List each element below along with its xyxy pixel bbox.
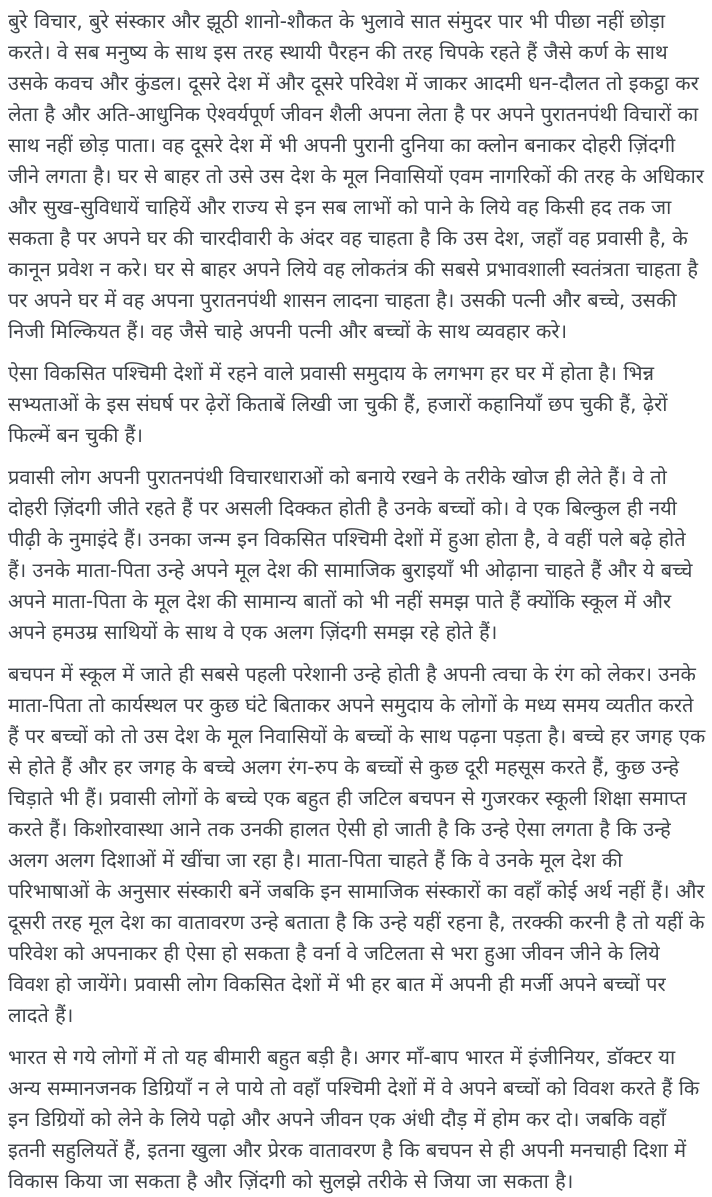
paragraph-2: ऐसा विकसित पश्चिमी देशों में रहने वाले प्रवासी समुदाय के लगभग हर घर में होता है। भिन्न सभ्यताओं के इस संघर्ष पर ढ़ेरों किताबें लिखी जा चुकी हैं, हजारों कहानियाँ छप चुकी हैं, ढ़ेरों फिल्में बन चुकी हैं। [8,361,668,447]
paragraph-3: प्रवासी लोग अपनी पुरातनपंथी विचारधाराओं को बनाये रखने के तरीके खोज ही लेते हैं। वे तो दोहरी ज़िंदगी जीते रहते हैं पर असली दिक्कत होती है उनके बच्चों को। वे एक बिल्कुल ही नयी पीढ़ी के नुमाइंदे हैं। उनका जन्म इन विकसित पश्चिमी देशों में हुआ होता है, वे वहीं पले बढ़े होते हैं। उनके माता-पिता उन्हे अपने मूल देश की सामाजिक बुराइयाँ भी ओढ़ाना चाहते हैं और ये बच्चे अपने माता-पिता के मूल देश की सामान्य बातों को भी नहीं समझ पाते हैं क्योंकि स्कूल में और अपने हमउम्र साथियों के साथ वे एक अलग ज़िंदगी समझ रहे होते हैं। [8,465,693,644]
paragraph-1: बुरे विचार, बुरे संस्कार और झूठी शानो-शौकत के भुलावे सात संमुदर पार भी पीछा नहीं छोड़ा करते। वे सब मनुष्य के साथ इस तरह स्थायी पैरहन की तरह चिपके रहते हैं जैसे कर्ण के साथ उसके कवच और कुंडल। दूसरे देश में और दूसरे परिवेश में जाकर आदमी धन-दौलत तो इकट्ठा कर लेता है और अति-आधुनिक ऐश्वर्यपूर्ण जीवन शैली अपना लेता है पर अपने पुरातनपंथी विचारों का साथ नहीं छोड़ पाता। वह दूसरे देश में भी अपनी पुरानी दुनिया का क्लोन बनाकर दोहरी ज़िंदगी जीने लगता है। घर से बाहर तो उसे उस देश के मूल निवासियों एवम नागरिकों की तरह के अधिकार और सुख-सुविधायें चाहियें और राज्य से इन सब लाभों को पाने के लिये वह किसी हद तक जा सकता है पर अपने घर की चारदीवारी के अंदर वह चाहता है कि उस देश, जहाँ वह प्रवासी है, के कानून प्रवेश न करे। घर से बाहर अपने लिये वह लोकतंत्र की सबसे प्रभावशाली स्वतंत्रता चाहता है पर अपने घर में वह अपना पुरातनपंथी शासन लादना चाहता है। उसकी पत्नी और बच्चे, उसकी निजी मिल्कियत हैं। वह जैसे चाहे अपनी पत्नी और बच्चों के साथ व्यवहार करे। [8,9,704,343]
article-body [8,6,706,1197]
paragraph-4: बचपन में स्कूल में जाते ही सबसे पहली परेशानी उन्हे होती है अपनी त्वचा के रंग को लेकर। उनके माता-पिता तो कार्यस्थल पर कुछ घंटे बिताकर अपने समुदाय के लोगों के मध्य समय व्यतीत करते हैं पर बच्चों को तो उस देश के मूल निवासियों के बच्चों के साथ पढ़ना पड़ता है। बच्चे हर जगह एक से होते हैं और हर जगह के बच्चे अलग रंग-रुप के बच्चों से कुछ दूरी महसूस करते हैं, कुछ उन्हे चिड़ाते भी हैं। प्रवासी लोगों के बच्चे एक बहुत ही जटिल बचपन से गुजरकर स्कूली शिक्षा समाप्त करते हैं। किशोरवास्था आने तक उनकी हालत ऐसी हो जाती है कि उन्हे ऐसा लगता है कि उन्हे अलग अलग दिशाओं में खींचा जा रहा है। माता-पिता चाहते हैं कि वे उनके मूल देश की परिभाषाओं के अनुसार संस्कारी बनें जबकि इन सामाजिक संस्कारों का वहाँ कोई अर्थ नहीं हैं। और दूसरी तरह मूल देश का वातावरण उन्हे बताता है कि उन्हे यहीं रहना है, तरक्की करनी है तो यहीं के परिवेश को अपनाकर ही ऐसा हो सकता है वर्ना वे जटिलता से भरा हुआ जीवन जीने के लिये विवश हो जायेंगे। प्रवासी लोग विकसित देशों में भी हर बात में अपनी ही मर्जी अपने बच्चों पर लादते हैं। [8,662,706,1027]
paragraph-5: भारत से गये लोगों में तो यह बीमारी बहुत बड़ी है। अगर माँ-बाप भारत में इंजीनियर, डॉक्टर या अन्य सम्मानजनक डिग्रियाँ न ले पाये तो वहाँ पश्चिमी देशों में वे अपने बच्चों को विवश करते हैं कि इन डिग्रियों को लेने के लिये पढ़ो और अपने जीवन एक अंधी दौड़ में होम कर दो। जबकि वहाँ इतनी सहुलियतें हैं, इतना खुला और प्रेरक वातावरण है कि बचपन से ही अपनी मनचाही दिशा में विकास किया जा सकता है और ज़िंदगी को सुलझे तरीके से जिया जा सकता है। [8,1045,700,1193]
